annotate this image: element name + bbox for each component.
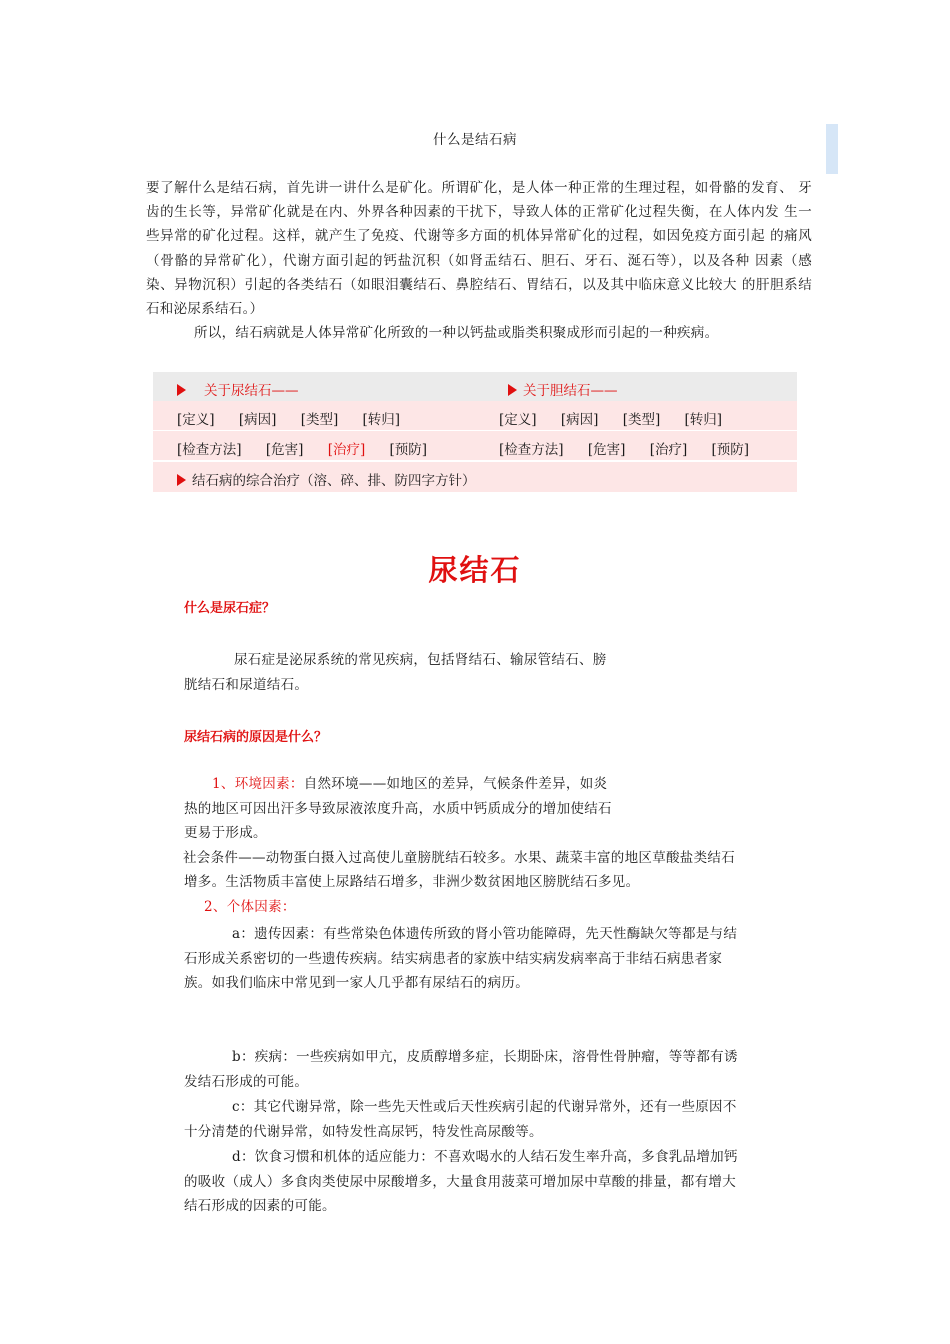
diet-factor: d：饮食习惯和机体的适应能力：不喜欢喝水的人结石发生率升高，多食乳品增加钙 的吸收（成人）多食肉类使尿中尿酸增多，大量食用菠菜可增加尿中草酸的排量，都有增大 结石形成的因素的可能。 (184, 1149, 738, 1215)
nav-gall-definition[interactable]: [定义] (499, 412, 537, 428)
nav-row-1 (153, 401, 797, 430)
environment-factors: 1、环境因素：自然环境——如地区的差异，气候条件差异，如炎 热的地区可因出汗多导致尿液浓度升高，水质中钙质成分的增加使结石 更易于形成。 社会条件——动物蛋白摄入过高使儿童膀胱结石较多。水果、蔬菜丰富的地区草酸盐类结石 增多。生活物质丰富使上尿路结石增多，非洲少数贫困地区膀胱结石多见。 2、个体因素： (184, 772, 764, 920)
nav-urinary-type[interactable]: [类型] (300, 412, 339, 428)
red-triangle-icon (177, 474, 186, 486)
nav-urinary-definition[interactable]: [定义] (177, 412, 215, 428)
intro-line: 牙齿的生长等，异常矿化就是在内、外界各种因素的干扰下，导致人体的正常矿化过程失衡，在人体内发 (146, 180, 812, 221)
nav-row-3 (153, 462, 797, 492)
answer-definition: 尿石症是泌尿系统的常见疾病，包括肾结石、输尿管结石、膀 胱结石和尿道结石。 (184, 652, 607, 693)
nav-gall-prevention[interactable]: [预防] (711, 442, 750, 458)
topic-navigation (153, 372, 797, 492)
page-title: 什么是结石病 (433, 132, 517, 148)
nav-urinary-cause[interactable]: [病因] (238, 412, 277, 428)
nav-row-2 (153, 431, 797, 460)
nav-gall-cause[interactable]: [病因] (560, 412, 599, 428)
intro-summary: 所以，结石病就是人体异常矿化所致的一种以钙盐或脂类积聚成形而引起的一种疾病。 (194, 325, 719, 342)
nav-gall-treatment[interactable]: [治疗] (649, 442, 688, 458)
nav-gall-type[interactable]: [类型] (622, 412, 661, 428)
nav-urinary-harm[interactable]: [危害] (265, 442, 304, 458)
nav-urinary-outcome[interactable]: [转归] (362, 412, 401, 428)
nav-gall-exam[interactable]: [检查方法] (499, 442, 564, 458)
intro-line: 生一些异常的矿化过程。这样，就产生了免疫、代谢等多方面的机体异常矿化的过程，如因免疫方面引起 (146, 204, 812, 245)
intro-line: 的肝胆系结石和泌尿系结石。） (146, 276, 813, 318)
question-heading: 什么是尿石症？ (184, 601, 276, 616)
section-title: 尿结石 (428, 553, 522, 587)
metabolic-factor: c：其它代谢异常，除一些先天性或后天性疾病引起的代谢异常外，还有一些原因不 十分清楚的代谢异常，如特发性高尿钙，特发性高尿酸等。 (184, 1099, 737, 1140)
intro-line: 因素（感染、异物沉积）引起的各类结石（如眼泪囊结石、鼻腔结石、胃结石，以及其中临床意义比较大 (146, 252, 813, 293)
intro-line: 要了解什么是结石病，首先讲一讲什么是矿化。所谓矿化，是人体一种正常的生理过程，如骨骼的发育、 (146, 180, 794, 196)
nav-gall-outcome[interactable]: [转归] (684, 412, 723, 428)
nav-header-row (153, 372, 797, 401)
individual-label: 2、个体因素： (204, 898, 296, 915)
nav-urinary-header[interactable]: 关于尿结石—— (177, 379, 299, 399)
intro-text (146, 176, 812, 345)
red-triangle-icon (177, 384, 186, 396)
nav-gall-harm[interactable]: [危害] (587, 442, 626, 458)
nav-urinary-treatment[interactable]: [治疗] (327, 442, 366, 458)
red-triangle-icon (508, 384, 517, 396)
intro-line: 的痛风（骨骼的异常矿化），代谢方面引起的钙盐沉积（如肾盂结石、胆石、牙石、涎石等），以及各种 (146, 228, 813, 269)
genetic-factor: a：遗传因素：有些常染色体遗传所致的肾小管功能障碍，先天性酶缺欠等都是与结 石形成关系密切的一些遗传疾病。结实病患者的家族中结实病发病率高于非结石病患者家 族。如我们临床中常见到一家人几乎都有尿结石的病历。 (184, 926, 738, 992)
environment-label: 1、环境因素： (212, 776, 304, 792)
nav-urinary-prevention[interactable]: [预防] (389, 442, 428, 458)
nav-comprehensive-treatment[interactable]: 结石病的综合治疗（溶、碎、排、防四字方针） (177, 469, 476, 489)
nav-gall-header[interactable]: 关于胆结石—— (508, 379, 618, 399)
disease-factor: b：疾病：一些疾病如甲亢，皮质醇增多症，长期卧床，溶骨性骨肿瘤，等等都有诱 发结石形成的可能。 (184, 1049, 738, 1090)
nav-urinary-exam[interactable]: [检查方法] (177, 442, 242, 458)
question-heading: 尿结石病的原因是什么？ (184, 730, 328, 745)
